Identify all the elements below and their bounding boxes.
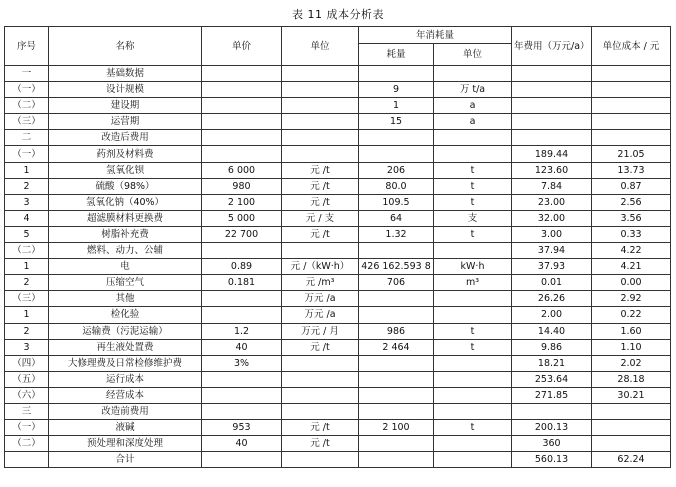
cell-unit: 元 /m³ [282, 275, 359, 291]
cell-unit [282, 114, 359, 130]
cell-name: 电 [49, 259, 202, 275]
cell-unit: 万元 /a [282, 307, 359, 323]
cell-consumption: 9 [359, 82, 434, 98]
cell-seq: 2 [5, 275, 49, 291]
cell-name: 基础数据 [49, 66, 202, 82]
table-title: 表 11 成本分析表 [292, 8, 384, 21]
cell-price [202, 307, 282, 323]
cell-consumption-unit [434, 403, 512, 419]
cell-consumption [359, 307, 434, 323]
cell-annual-cost [512, 403, 592, 419]
cell-consumption [359, 355, 434, 371]
cell-name: 燃料、动力、公辅 [49, 243, 202, 259]
cell-consumption: 1.32 [359, 226, 434, 242]
cell-price: 0.89 [202, 259, 282, 275]
cell-price: 1.2 [202, 323, 282, 339]
cell-consumption-unit [434, 66, 512, 82]
cell-name: 超滤膜材料更换费 [49, 210, 202, 226]
cell-seq: （三） [5, 291, 49, 307]
cell-consumption [359, 371, 434, 387]
header-seq: 序号 [5, 27, 49, 66]
cell-consumption [359, 452, 434, 468]
cell-unit [282, 371, 359, 387]
cell-seq: 一 [5, 66, 49, 82]
cell-seq: （三） [5, 114, 49, 130]
cell-unit: 万元 / 月 [282, 323, 359, 339]
cell-seq: 4 [5, 210, 49, 226]
table-row [5, 210, 671, 226]
cell-unit: 元 /t [282, 178, 359, 194]
cell-consumption [359, 146, 434, 162]
cell-consumption-unit: t [434, 420, 512, 436]
cell-seq: （一） [5, 146, 49, 162]
cell-price [202, 98, 282, 114]
header-consumption: 耗量 [359, 44, 434, 66]
cell-unit-cost: 0.00 [592, 275, 671, 291]
cell-annual-cost: 14.40 [512, 323, 592, 339]
cell-consumption-unit: a [434, 98, 512, 114]
cell-unit [282, 130, 359, 146]
cell-annual-cost: 26.26 [512, 291, 592, 307]
cell-consumption [359, 403, 434, 419]
cell-consumption [359, 436, 434, 452]
table-row [5, 387, 671, 403]
cell-consumption: 2 100 [359, 420, 434, 436]
cell-annual-cost: 32.00 [512, 210, 592, 226]
cell-unit-cost: 3.56 [592, 210, 671, 226]
cell-annual-cost [512, 130, 592, 146]
cell-price [202, 130, 282, 146]
cell-unit-cost: 1.60 [592, 323, 671, 339]
cell-price: 3% [202, 355, 282, 371]
cell-unit [282, 243, 359, 259]
cell-price [202, 452, 282, 468]
cell-annual-cost: 7.84 [512, 178, 592, 194]
header-annual-consumption: 年消耗量 [359, 27, 512, 44]
cell-unit-cost: 4.22 [592, 243, 671, 259]
cell-unit [282, 146, 359, 162]
cell-unit [282, 452, 359, 468]
cell-unit [282, 403, 359, 419]
cell-annual-cost: 37.94 [512, 243, 592, 259]
cell-unit-cost [592, 420, 671, 436]
cell-unit-cost: 21.05 [592, 146, 671, 162]
cell-consumption [359, 291, 434, 307]
cell-consumption-unit [434, 371, 512, 387]
cell-unit [282, 387, 359, 403]
cell-unit-cost: 30.21 [592, 387, 671, 403]
cell-consumption-unit: 支 [434, 210, 512, 226]
cell-seq: 1 [5, 259, 49, 275]
cell-annual-cost: 37.93 [512, 259, 592, 275]
cell-unit-cost [592, 98, 671, 114]
cell-price [202, 291, 282, 307]
cell-price: 0.181 [202, 275, 282, 291]
cell-name: 树脂补充费 [49, 226, 202, 242]
table-row [5, 98, 671, 114]
cell-consumption: 206 [359, 162, 434, 178]
cell-annual-cost [512, 82, 592, 98]
cell-annual-cost [512, 114, 592, 130]
cell-unit-cost: 62.24 [592, 452, 671, 468]
cell-unit: 元 /t [282, 436, 359, 452]
cell-seq: （二） [5, 243, 49, 259]
cell-name: 改造后费用 [49, 130, 202, 146]
cell-price: 22 700 [202, 226, 282, 242]
cell-annual-cost: 9.86 [512, 339, 592, 355]
cell-consumption-unit [434, 130, 512, 146]
cell-annual-cost: 123.60 [512, 162, 592, 178]
cell-consumption: 2 464 [359, 339, 434, 355]
cell-consumption: 109.5 [359, 194, 434, 210]
cell-consumption [359, 130, 434, 146]
cell-price [202, 403, 282, 419]
table-row [5, 130, 671, 146]
cell-unit-cost: 28.18 [592, 371, 671, 387]
cell-name: 大修理费及日常检修维护费 [49, 355, 202, 371]
cell-unit-cost: 0.33 [592, 226, 671, 242]
cell-price: 953 [202, 420, 282, 436]
cell-name: 预处理和深度处理 [49, 436, 202, 452]
cell-seq: 二 [5, 130, 49, 146]
cell-annual-cost: 189.44 [512, 146, 592, 162]
cell-name: 运营期 [49, 114, 202, 130]
cell-consumption-unit: t [434, 226, 512, 242]
cell-annual-cost: 253.64 [512, 371, 592, 387]
cell-consumption-unit [434, 146, 512, 162]
cell-name: 其他 [49, 291, 202, 307]
cell-annual-cost: 360 [512, 436, 592, 452]
cell-price: 40 [202, 339, 282, 355]
cell-unit: 元 /t [282, 420, 359, 436]
table-row [5, 452, 671, 468]
cell-unit-cost [592, 114, 671, 130]
header-unit-cost: 单位成本 / 元 [592, 27, 671, 66]
cell-name: 检化验 [49, 307, 202, 323]
cell-unit-cost: 2.92 [592, 291, 671, 307]
cell-annual-cost: 271.85 [512, 387, 592, 403]
cell-seq: （一） [5, 82, 49, 98]
table-row [5, 436, 671, 452]
cell-name: 改造前费用 [49, 403, 202, 419]
cell-seq: 2 [5, 323, 49, 339]
cell-unit-cost: 2.56 [592, 194, 671, 210]
cell-unit [282, 98, 359, 114]
cell-unit-cost [592, 66, 671, 82]
table-row [5, 291, 671, 307]
cell-annual-cost: 560.13 [512, 452, 592, 468]
cell-seq: 1 [5, 307, 49, 323]
cell-consumption-unit [434, 307, 512, 323]
cell-unit: 元 /t [282, 226, 359, 242]
cell-unit-cost [592, 130, 671, 146]
cell-consumption-unit: a [434, 114, 512, 130]
cell-consumption: 706 [359, 275, 434, 291]
cell-annual-cost: 0.01 [512, 275, 592, 291]
cell-consumption: 15 [359, 114, 434, 130]
table-row [5, 339, 671, 355]
cell-unit [282, 82, 359, 98]
table-row [5, 371, 671, 387]
cell-name: 药剂及材料费 [49, 146, 202, 162]
cell-name: 设计规模 [49, 82, 202, 98]
table-row [5, 146, 671, 162]
cell-seq: 三 [5, 403, 49, 419]
cell-consumption-unit: t [434, 178, 512, 194]
cell-price: 5 000 [202, 210, 282, 226]
cell-unit-cost: 1.10 [592, 339, 671, 355]
cell-seq: （四） [5, 355, 49, 371]
cell-consumption-unit [434, 436, 512, 452]
table-row [5, 226, 671, 242]
cell-consumption-unit: 万 t/a [434, 82, 512, 98]
header-price: 单价 [202, 27, 282, 66]
cell-annual-cost: 3.00 [512, 226, 592, 242]
cell-price [202, 371, 282, 387]
cell-unit: 元 /t [282, 339, 359, 355]
table-row [5, 66, 671, 82]
cell-unit: 元 / 支 [282, 210, 359, 226]
cell-seq: 1 [5, 162, 49, 178]
header-annual-cost: 年费用（万元/a） [512, 27, 592, 66]
cell-name: 合计 [49, 452, 202, 468]
cell-name: 氢氧化钠（40%） [49, 194, 202, 210]
table-row [5, 82, 671, 98]
cell-consumption-unit [434, 387, 512, 403]
table-row [5, 355, 671, 371]
cell-consumption-unit: m³ [434, 275, 512, 291]
cell-price [202, 387, 282, 403]
cell-seq: （二） [5, 436, 49, 452]
cell-unit-cost: 0.87 [592, 178, 671, 194]
cell-unit-cost [592, 403, 671, 419]
cell-unit-cost: 4.21 [592, 259, 671, 275]
cell-annual-cost: 2.00 [512, 307, 592, 323]
table-row [5, 243, 671, 259]
cell-consumption-unit: kW·h [434, 259, 512, 275]
table-row [5, 162, 671, 178]
cell-price: 40 [202, 436, 282, 452]
cell-seq [5, 452, 49, 468]
table-row [5, 178, 671, 194]
cell-price [202, 146, 282, 162]
cell-unit [282, 66, 359, 82]
cell-price [202, 82, 282, 98]
cell-name: 再生液处置费 [49, 339, 202, 355]
cell-unit: 万元 /a [282, 291, 359, 307]
table-row [5, 275, 671, 291]
cell-seq: 3 [5, 339, 49, 355]
cell-annual-cost: 23.00 [512, 194, 592, 210]
cell-consumption-unit [434, 452, 512, 468]
cell-price: 2 100 [202, 194, 282, 210]
cell-consumption-unit: t [434, 339, 512, 355]
cell-price [202, 66, 282, 82]
cell-name: 运输费（污泥运输） [49, 323, 202, 339]
cell-seq: （二） [5, 98, 49, 114]
table-row [5, 114, 671, 130]
cell-unit-cost [592, 436, 671, 452]
cell-seq: （六） [5, 387, 49, 403]
cell-consumption: 80.0 [359, 178, 434, 194]
cell-name: 硫酸（98%） [49, 178, 202, 194]
cell-unit: 元 /（kW·h） [282, 259, 359, 275]
cell-consumption [359, 243, 434, 259]
table-row [5, 323, 671, 339]
cell-name: 液碱 [49, 420, 202, 436]
cell-unit [282, 355, 359, 371]
cell-unit: 元 /t [282, 162, 359, 178]
cell-price [202, 114, 282, 130]
header-name: 名称 [49, 27, 202, 66]
cell-name: 建设期 [49, 98, 202, 114]
cost-analysis-table [4, 26, 671, 468]
cell-price [202, 243, 282, 259]
table-row [5, 403, 671, 419]
cell-seq: 5 [5, 226, 49, 242]
cell-consumption [359, 66, 434, 82]
cell-annual-cost: 200.13 [512, 420, 592, 436]
cell-unit-cost: 13.73 [592, 162, 671, 178]
cell-consumption: 426 162.593 8 [359, 259, 434, 275]
cell-consumption-unit: t [434, 162, 512, 178]
cell-name: 压缩空气 [49, 275, 202, 291]
cell-price: 6 000 [202, 162, 282, 178]
cell-consumption: 1 [359, 98, 434, 114]
cell-name: 经营成本 [49, 387, 202, 403]
cell-seq: （五） [5, 371, 49, 387]
cell-unit-cost: 2.02 [592, 355, 671, 371]
table-row [5, 420, 671, 436]
cell-unit: 元 /t [282, 194, 359, 210]
cell-consumption-unit [434, 243, 512, 259]
cell-consumption: 64 [359, 210, 434, 226]
cell-name: 氢氧化钡 [49, 162, 202, 178]
table-body [5, 66, 671, 468]
cell-annual-cost: 18.21 [512, 355, 592, 371]
cell-seq: （一） [5, 420, 49, 436]
cell-price: 980 [202, 178, 282, 194]
cell-unit-cost: 0.22 [592, 307, 671, 323]
cell-name: 运行成本 [49, 371, 202, 387]
header-consumption-unit: 单位 [434, 44, 512, 66]
table-row [5, 307, 671, 323]
cell-seq: 3 [5, 194, 49, 210]
cell-annual-cost [512, 66, 592, 82]
cell-consumption-unit [434, 291, 512, 307]
header-unit: 单位 [282, 27, 359, 66]
table-row [5, 194, 671, 210]
cell-consumption [359, 387, 434, 403]
cell-unit-cost [592, 82, 671, 98]
cell-consumption-unit [434, 355, 512, 371]
cell-seq: 2 [5, 178, 49, 194]
table-row [5, 259, 671, 275]
cell-consumption: 986 [359, 323, 434, 339]
cell-consumption-unit: t [434, 194, 512, 210]
cell-annual-cost [512, 98, 592, 114]
cell-consumption-unit: t [434, 323, 512, 339]
